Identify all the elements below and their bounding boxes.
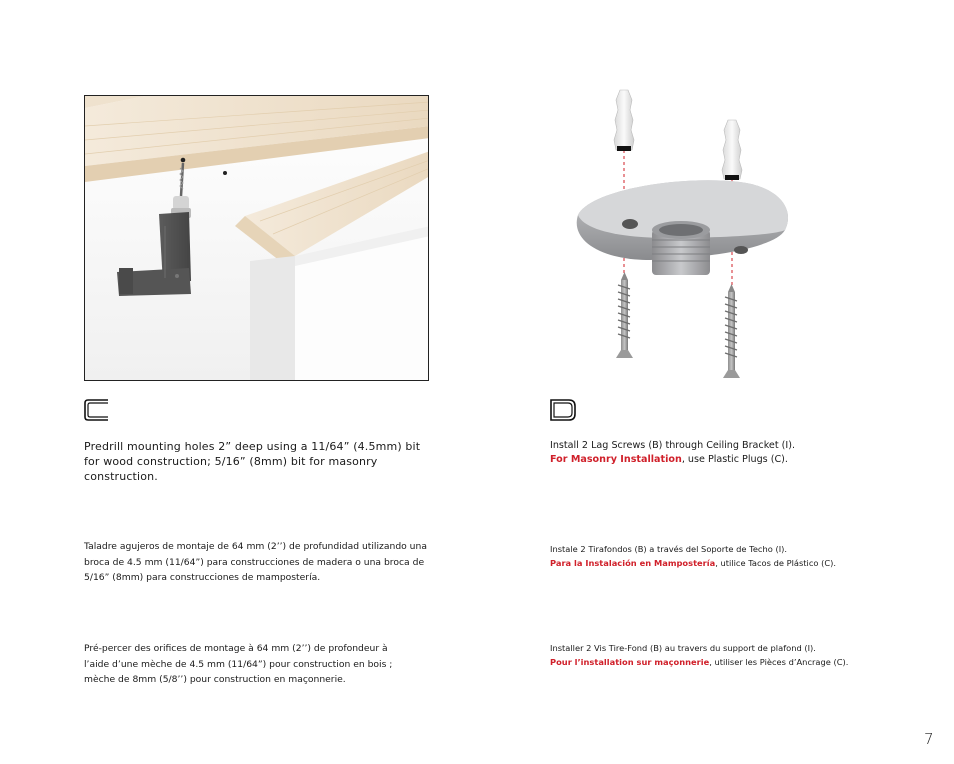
step-d-english-line1: Install 2 Lag Screws (B) through Ceiling Bracket (I). bbox=[550, 440, 795, 451]
step-d-french bbox=[550, 641, 910, 669]
drilling-illustration bbox=[85, 96, 429, 381]
step-d-french-highlight: Pour l’installation sur maçonnerie bbox=[550, 657, 710, 667]
step-c-spanish: Taladre agujeros de montaje de 64 mm (2’’) de profundidad utilizando una broca de 4.5 mm (11/64”) para construcciones de madera o una broca de 5/16” (8mm) para construcciones de mampostería. bbox=[84, 541, 427, 583]
step-d-english-rest: , use Plastic Plugs (C). bbox=[681, 454, 788, 465]
step-c-english: Predrill mounting holes 2” deep using a 11/64” (4.5mm) bit for wood construction; 5/16” (8mm) bit for masonry construction. bbox=[84, 440, 421, 483]
step-d-letter-glyph bbox=[550, 398, 576, 422]
step-d-french-rest: , utiliser les Pièces d’Ancrage (C). bbox=[709, 657, 849, 667]
step-d-french-line2 bbox=[550, 655, 910, 669]
step-d-english-line2 bbox=[550, 453, 870, 467]
figure-d-bracket-illustration bbox=[560, 80, 810, 390]
step-d-spanish-highlight: Para la Instalación en Mampostería bbox=[550, 558, 716, 568]
figure-c-drilling-illustration bbox=[84, 95, 429, 381]
step-c-letter-glyph bbox=[84, 398, 110, 422]
step-d-english bbox=[550, 439, 870, 467]
step-d-french-line1: Installer 2 Vis Tire-Fond (B) au travers du support de plafond (I). bbox=[550, 643, 816, 653]
step-c-french: Pré-percer des orifices de montage à 64 mm (2’’) de profondeur à l’aide d’une mèche de 4.5 mm (11/64”) pour construction en bois ; mèche de 8mm (5/8’’) pour construction en maçonnerie. bbox=[84, 643, 393, 685]
bracket-illustration bbox=[560, 80, 810, 390]
page-number: 7 bbox=[924, 730, 934, 748]
step-d-english-highlight: For Masonry Installation bbox=[550, 454, 682, 465]
step-d-spanish-rest: , utilice Tacos de Plástico (C). bbox=[715, 558, 837, 568]
step-d-spanish-line2 bbox=[550, 556, 890, 570]
step-d-spanish-line1: Instale 2 Tirafondos (B) a través del Soporte de Techo (I). bbox=[550, 544, 788, 554]
step-letter-c bbox=[84, 398, 115, 426]
step-letter-d bbox=[550, 398, 581, 426]
step-d-spanish bbox=[550, 542, 890, 570]
